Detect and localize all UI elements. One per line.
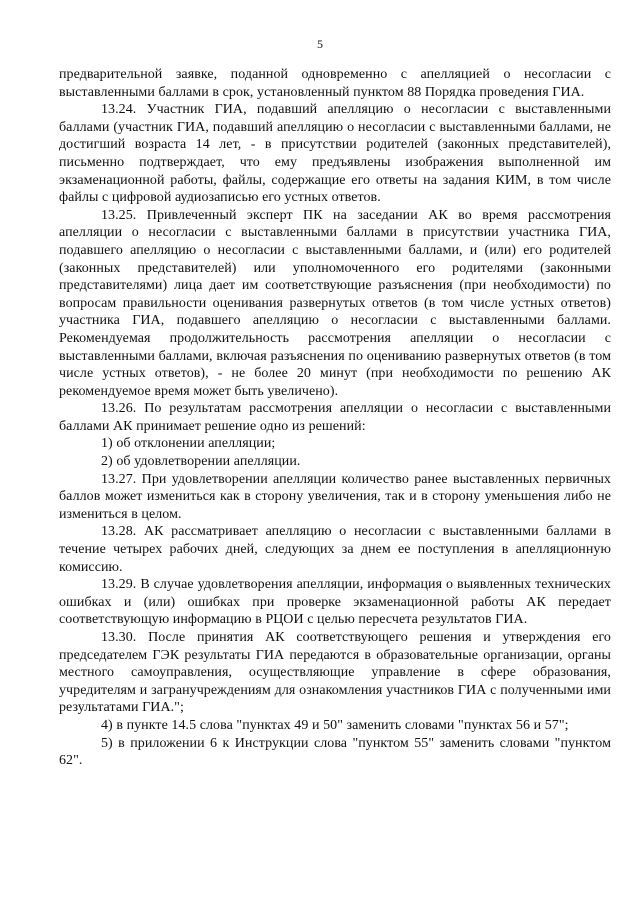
list-item-rejection: 1) об отклонении апелляции; bbox=[101, 436, 276, 452]
paragraph-continuation: предварительной заявке, поданной одновременно с апелляцией о несогласии с выставленными баллами в срок, установленный пунктом 88 Порядка проведения ГИА. bbox=[59, 67, 611, 100]
amendment-item-4: 4) в пункте 14.5 слова "пунктах 49 и 50" заменить словами "пунктах 56 и 57"; bbox=[101, 717, 569, 733]
paragraph-13-26: 13.26. По результатам рассмотрения апелляции о несогласии с выставленными баллами АК принимает решение одно из решений: bbox=[59, 401, 611, 434]
paragraph-13-30: 13.30. После принятия АК соответствующего решения и утверждения его председателем ГЭК результаты ГИА передаются в образовательные организации, органы местного самоуправления, осуществляющие управление в сфере образования, учредителям и загранучреждениям для ознакомления участников ГИА с полученными ими результатами ГИА."; bbox=[59, 630, 611, 716]
paragraph-13-25: 13.25. Привлеченный эксперт ПК на заседании АК во время рассмотрения апелляции о несогласии с выставленными баллами в присутствии участника ГИА, подавшего апелляцию о несогласии с выставленными баллами, и (или) его родителей (законных представителей) или уполномоченного его родителями (законными представителями) лица дает им соответствующие разъяснения (при необходимости) по вопросам правильности оценивания развернутых ответов (в том числе устных ответов) участника ГИА, подавшего апелляцию о несогласии с выставленными баллами. Рекомендуемая продолжительность рассмотрения апелляции о несогласии с выставленными баллами, включая разъяснения по оцениванию развернутых ответов (в том числе устных ответов), - не более 20 минут (при необходимости по решению АК рекомендуемое время может быть увеличено). bbox=[59, 207, 611, 399]
paragraph-13-29: 13.29. В случае удовлетворения апелляции, информация о выявленных технических ошибках и (или) ошибках при проверке экзаменационной работы АК передает соответствующую информацию в РЦОИ с целью пересчета результатов ГИА. bbox=[59, 577, 611, 628]
paragraph-13-28: 13.28. АК рассматривает апелляцию о несогласии с выставленными баллами в течение четырех рабочих дней, следующих за днем ее поступления в апелляционную комиссию. bbox=[59, 524, 611, 575]
list-item-approval: 2) об удовлетворении апелляции. bbox=[101, 454, 301, 470]
page-number: 5 bbox=[317, 37, 323, 51]
amendment-item-5: 5) в приложении 6 к Инструкции слова "пунктом 55" заменить словами "пунктом 62". bbox=[59, 735, 611, 769]
paragraph-13-24: 13.24. Участник ГИА, подавший апелляцию о несогласии с выставленными баллами (участник ГИА, подавший апелляцию о несогласии с выставленными баллами, не достигший возраста 14 лет, - в присутствии родителей (законных представителей), письменно подтверждает, что ему предъявлены изображения выполненной им экзаменационной работы, файлы, содержащие его ответы на задания КИМ, в том числе файлы с цифровой аудиозаписью его устных ответов. bbox=[59, 102, 611, 206]
document-body bbox=[59, 66, 611, 770]
paragraph-13-27: 13.27. При удовлетворении апелляции количество ранее выставленных первичных баллов может измениться как в сторону увеличения, так и в сторону уменьшения либо не измениться в целом. bbox=[59, 471, 611, 522]
